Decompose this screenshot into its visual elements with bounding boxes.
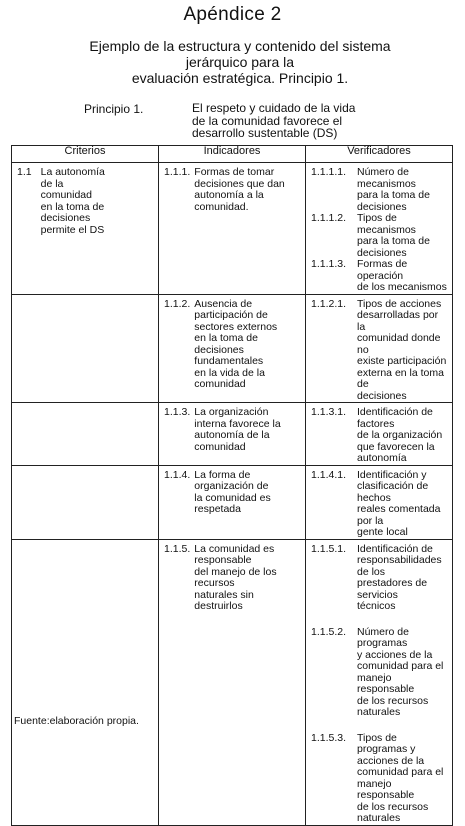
indicator-line: participación de <box>194 309 268 321</box>
verifier-item <box>306 259 452 294</box>
verifier-line: de los recursos naturales <box>357 800 429 824</box>
verifier-text <box>357 627 449 719</box>
verifier-line: Identificación de <box>357 542 433 555</box>
source-note: Fuente:elaboración propia. <box>14 715 139 727</box>
caption-line: Ejemplo de la estructura y contenido del sistema <box>89 38 391 54</box>
header-indicadores: Indicadores <box>159 146 306 163</box>
verifier-line: de los recursos naturales <box>357 694 429 718</box>
indicator-line: recursos <box>194 577 235 589</box>
verifier-line: decisiones <box>357 246 407 259</box>
criterion-number: 1.1 <box>17 166 32 178</box>
indicator-line: autonomía a la <box>194 189 264 201</box>
indicator-line: La organización <box>194 406 269 418</box>
indicator-line: decisiones que dan <box>194 177 285 190</box>
caption-line: evaluación estratégica. Principio 1. <box>131 70 349 86</box>
verifier-line: comunidad para el <box>357 660 444 672</box>
indicator-line: Ausencia de <box>194 297 253 310</box>
caption-line: jerárquico para la <box>185 54 295 70</box>
header-verificadores: Verificadores <box>306 146 453 163</box>
verifier-line: Número de mecanismos <box>357 166 416 190</box>
table-row <box>12 465 453 539</box>
criterion-line: permite el DS <box>40 223 105 236</box>
verifier-cell <box>306 294 453 403</box>
indicator-line: la comunidad es <box>194 491 271 504</box>
verifier-number: 1.1.1.2. <box>311 212 347 224</box>
indicator-text <box>194 299 302 391</box>
verifier-item <box>306 407 452 465</box>
verifier-line: de la organización <box>357 429 443 441</box>
verifier-number: 1.1.1.3. <box>311 258 347 270</box>
verifier-line: acciones de la <box>357 754 425 767</box>
verifier-text <box>357 259 449 294</box>
indicator-line: autonomía de la <box>194 429 270 441</box>
verifier-line: Tipos de mecanismos <box>357 212 416 236</box>
verifier-line: reales comentada por la <box>357 503 441 527</box>
table-header-row <box>12 146 453 163</box>
verifier-line: Identificación de factores <box>357 406 433 430</box>
indicator-number: 1.1.3. <box>164 406 191 418</box>
table-row <box>12 403 453 466</box>
indicator-line: organización de <box>194 480 269 492</box>
indicator-text <box>194 544 302 613</box>
verifier-line: comunidad para el <box>357 766 444 778</box>
indicator-line: en la toma de <box>194 332 258 344</box>
indicator-line: sectores externos <box>194 320 278 333</box>
indicator-line: comunidad <box>194 440 246 453</box>
indicator-cell <box>159 403 306 466</box>
verifier-line: externa en la toma de <box>357 366 444 390</box>
verifier-line: y acciones de la <box>357 648 433 661</box>
indicator-text <box>194 167 302 213</box>
verifier-line: existe participación <box>357 355 447 367</box>
verifier-line: técnicos <box>357 600 396 612</box>
verifier-line: para la toma de <box>357 235 430 247</box>
verifier-line: clasificación de hechos <box>357 480 429 504</box>
verifier-line: para la toma de <box>357 189 430 201</box>
indicator-cell <box>159 163 306 295</box>
verifier-number: 1.1.4.1. <box>311 468 347 481</box>
table-row <box>12 294 453 403</box>
verifier-line: manejo responsable <box>357 671 415 695</box>
principle-text <box>192 102 402 140</box>
verifier-line: Tipos de acciones <box>357 297 442 310</box>
criterion-line: de la <box>40 177 64 190</box>
verifier-line: gente local <box>357 526 408 538</box>
verifier-number: 1.1.1.1. <box>311 166 347 178</box>
verifier-line: Número de programas <box>357 625 409 649</box>
indicator-line: naturales sin <box>194 588 254 601</box>
verifier-line: de los mecanismos <box>357 281 447 293</box>
verifier-text <box>357 213 449 259</box>
principle-line: desarrollo sustentable (DS) <box>192 126 338 140</box>
page-title: Apéndice 2 <box>183 4 282 25</box>
table-row <box>12 539 453 825</box>
indicator-cell <box>159 465 306 539</box>
indicator-line: Formas de tomar <box>194 166 275 178</box>
verifier-text <box>357 733 449 825</box>
principle-label: Principio 1. <box>84 102 144 116</box>
indicator-number: 1.1.1. <box>164 166 191 178</box>
indicator-line: respetada <box>194 503 241 515</box>
verifier-item <box>306 213 452 259</box>
verifier-line: Formas de operación <box>357 258 408 282</box>
indicator-line: comunidad <box>194 378 246 390</box>
verifier-cell <box>306 403 453 466</box>
indicator-text <box>194 470 302 516</box>
verifier-number: 1.1.5.1. <box>311 542 347 555</box>
verifier-text <box>357 407 449 465</box>
criterion-text <box>41 167 155 236</box>
verifier-line: decisiones <box>357 389 407 402</box>
table-caption <box>40 38 440 86</box>
verifier-text <box>357 470 449 539</box>
verifier-line: Tipos de programas y <box>357 731 416 755</box>
verifier-text <box>357 299 449 403</box>
indicator-line: en la vida de la <box>194 366 265 379</box>
indicator-number: 1.1.2. <box>164 297 191 310</box>
indicator-line: destruirlos <box>194 600 243 612</box>
indicator-line: La comunidad es <box>194 542 275 555</box>
indicator-text <box>194 407 302 453</box>
verifier-item <box>306 627 452 719</box>
criterion-line: en la toma de <box>40 200 105 213</box>
verifier-number: 1.1.5.3. <box>311 731 347 744</box>
verifier-item <box>306 470 452 539</box>
verifier-line: prestadores de servicios <box>357 577 428 601</box>
indicator-line: interna favorece la <box>194 417 281 430</box>
principle-line: de la comunidad favorece el <box>192 113 343 128</box>
indicator-cell <box>159 539 306 825</box>
verifier-line: autonomía <box>357 452 407 464</box>
verifier-text <box>357 544 449 613</box>
criterion-cell <box>12 403 159 466</box>
verifier-number: 1.1.5.2. <box>311 625 347 638</box>
verifier-line: Identificación y <box>357 468 427 481</box>
verifier-line: manejo responsable <box>357 777 415 801</box>
principle-line: El respeto y cuidado de la vida <box>192 101 356 115</box>
verifier-item <box>306 299 452 403</box>
criterion-line: comunidad <box>40 189 92 201</box>
verifier-line: decisiones <box>357 200 407 213</box>
verifier-line: comunidad donde no <box>357 332 441 356</box>
indicator-line: fundamentales <box>194 355 264 367</box>
criterion-cell <box>12 163 159 295</box>
verifier-text <box>357 167 449 213</box>
verifier-number: 1.1.2.1. <box>311 297 347 310</box>
indicator-number: 1.1.5. <box>164 542 191 555</box>
criterion-cell <box>12 294 159 403</box>
indicator-line: comunidad. <box>194 200 249 213</box>
criterion-cell <box>12 465 159 539</box>
verifier-cell <box>306 539 453 825</box>
verifier-line: responsabilidades de los <box>357 554 442 578</box>
verifier-cell <box>306 465 453 539</box>
verifier-number: 1.1.3.1. <box>311 406 347 418</box>
header-criterios: Criterios <box>12 146 159 163</box>
verifier-cell <box>306 163 453 295</box>
indicator-line: decisiones <box>194 343 244 356</box>
verifier-item <box>306 544 452 613</box>
indicator-line: La forma de <box>194 468 251 481</box>
verifier-line: que favorecen la <box>357 440 435 453</box>
indicator-line: responsable <box>194 554 252 566</box>
criterion-line: decisiones <box>40 212 91 224</box>
criterion-cell <box>12 539 159 825</box>
indicator-number: 1.1.4. <box>164 468 191 481</box>
verifier-line: desarrolladas por la <box>357 309 439 333</box>
table-row <box>12 163 453 295</box>
indicator-cell <box>159 294 306 403</box>
indicator-line: del manejo de los <box>194 565 277 578</box>
verifier-item <box>306 167 452 213</box>
verifier-item <box>306 733 452 825</box>
criterion-line: La autonomía <box>40 166 105 178</box>
